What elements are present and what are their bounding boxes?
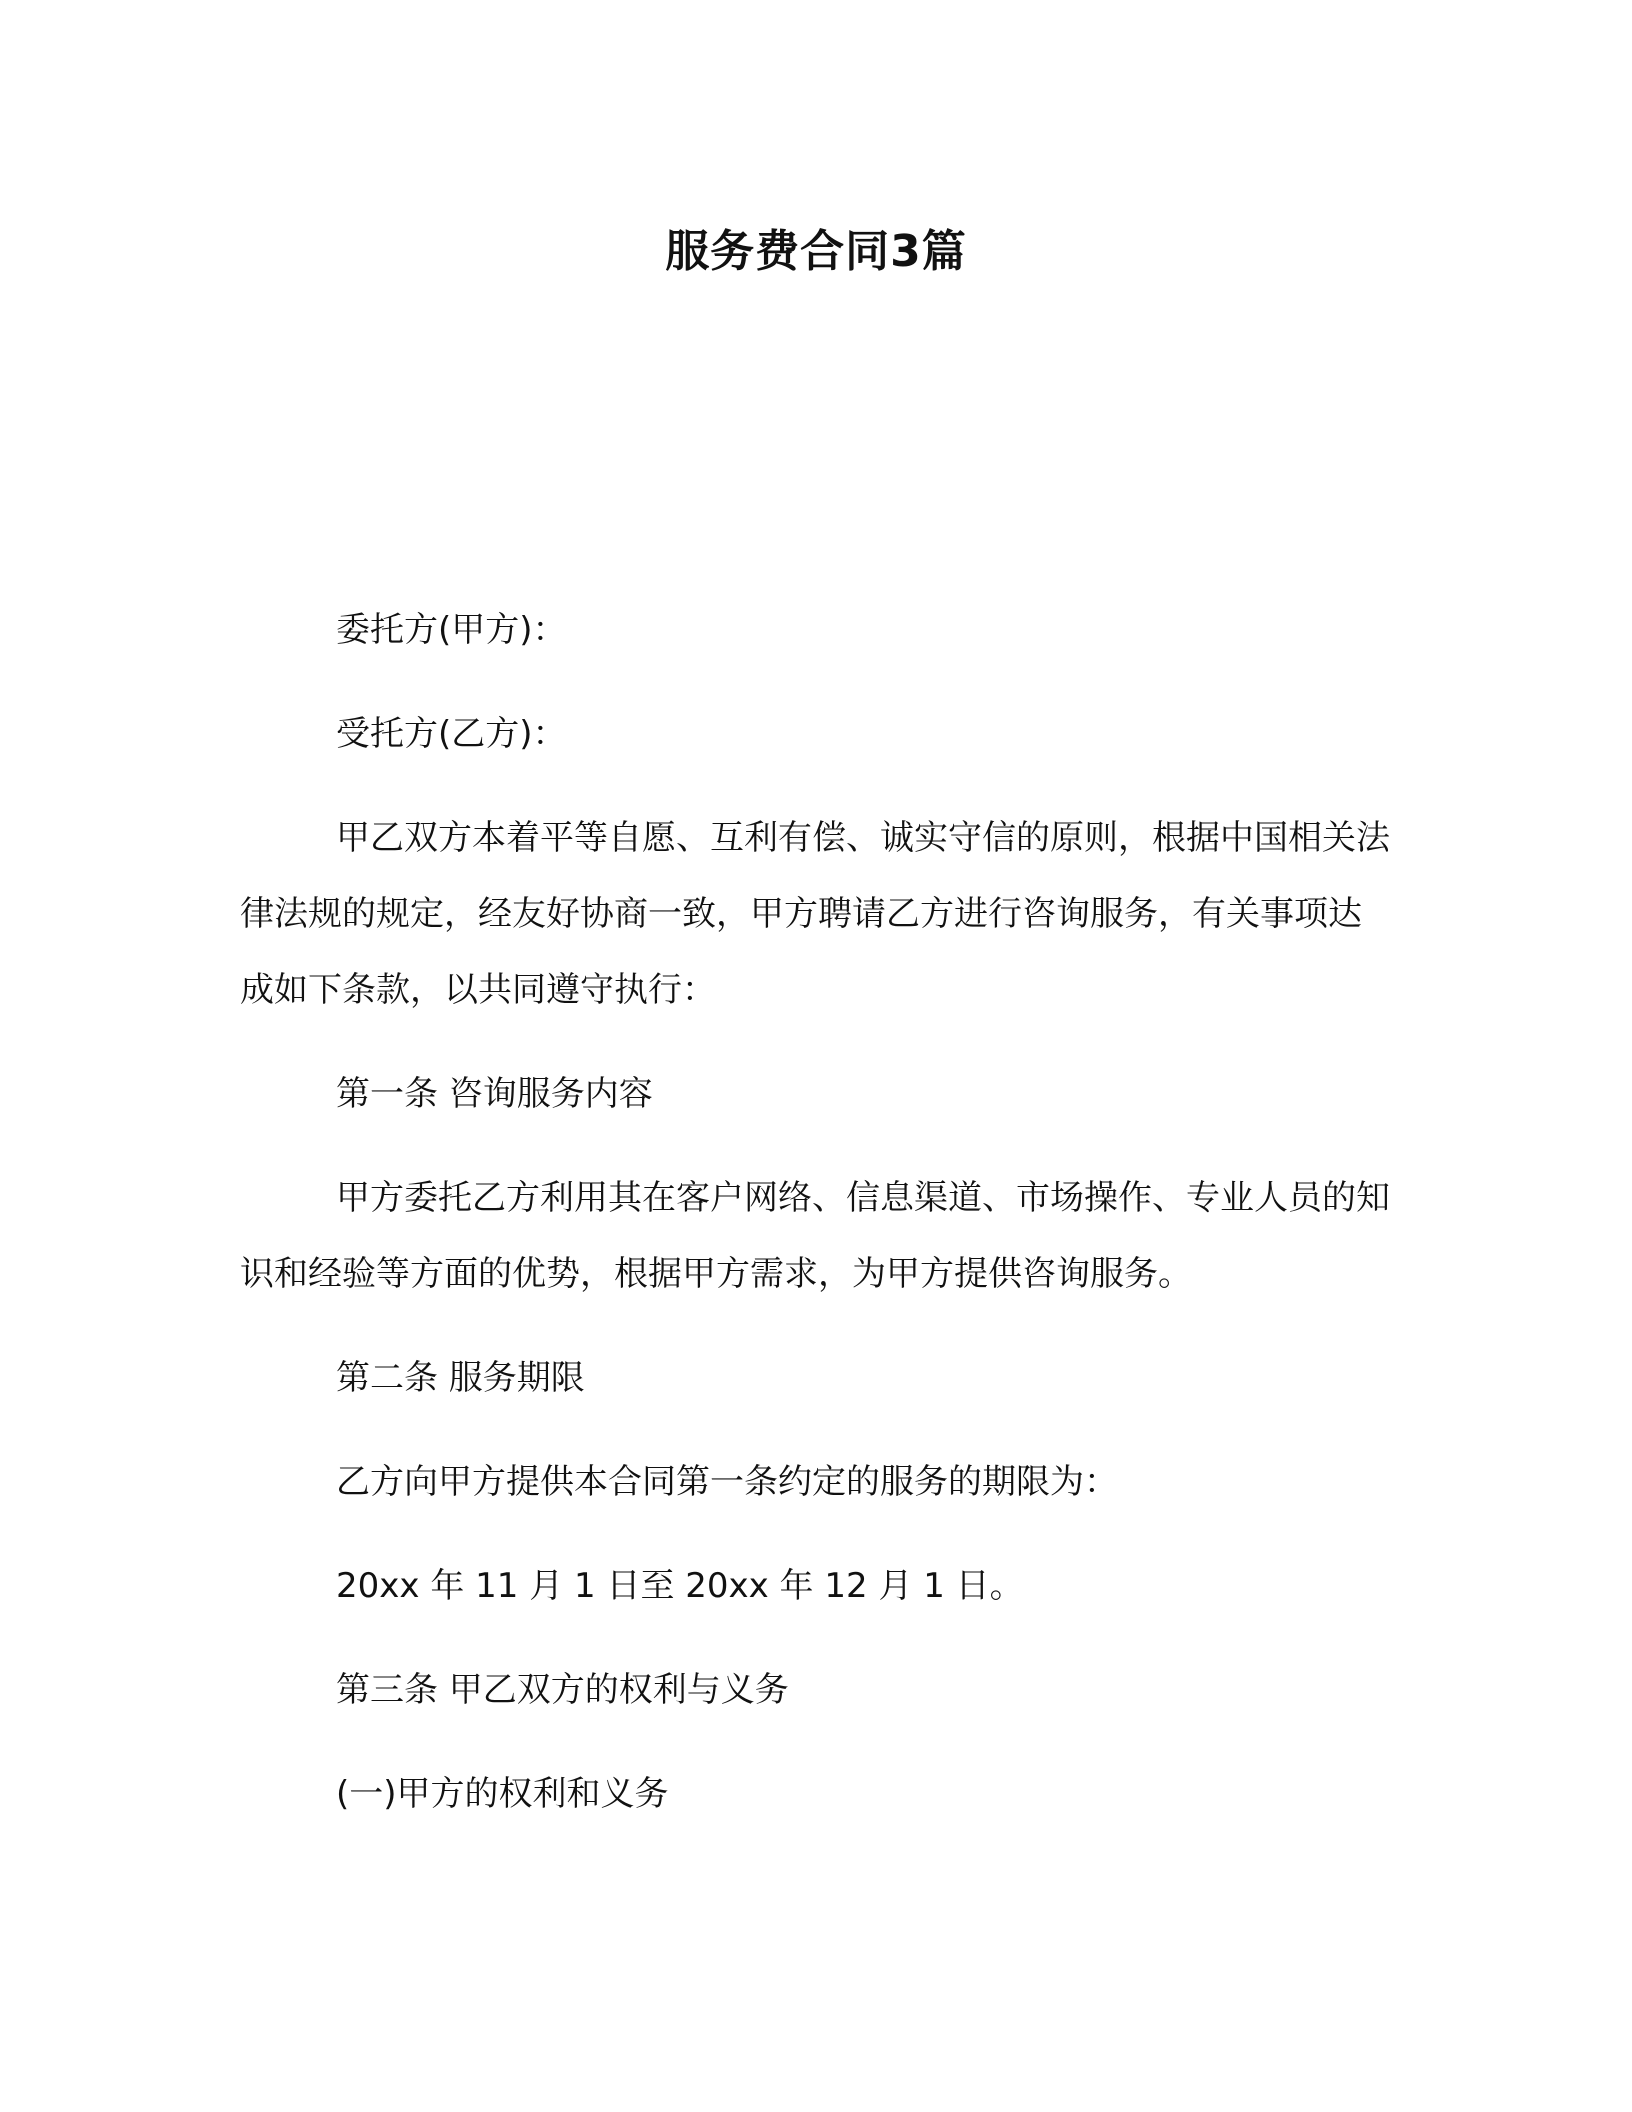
- article-3-heading: 第三条 甲乙双方的权利与义务: [336, 1670, 789, 1710]
- service-period-dates: 20xx 年 11 月 1 日至 20xx 年 12 月 1 日。: [336, 1566, 1024, 1606]
- contract-body: [240, 592, 1390, 1860]
- preamble-paragraph: 甲乙双方本着平等自愿、互利有偿、诚实守信的原则，根据中国相关法律法规的规定，经友好协商一致，甲方聘请乙方进行咨询服务，有关事项达成如下条款，以共同遵守执行：: [240, 818, 1390, 1010]
- party-a-line: 委托方(甲方)：: [336, 610, 567, 650]
- article-2-heading: 第二条 服务期限: [336, 1358, 585, 1398]
- article-1-paragraph: 甲方委托乙方利用其在客户网络、信息渠道、市场操作、专业人员的知识和经验等方面的优势，根据甲方需求，为甲方提供咨询服务。: [240, 1178, 1390, 1294]
- party-b-line: 受托方(乙方)：: [336, 714, 567, 754]
- party-a-rights-heading: (一)甲方的权利和义务: [336, 1774, 669, 1814]
- article-1-heading: 第一条 咨询服务内容: [336, 1074, 653, 1114]
- article-2-paragraph: 乙方向甲方提供本合同第一条约定的服务的期限为：: [336, 1462, 1118, 1502]
- page-title: 服务费合同3篇: [665, 226, 967, 277]
